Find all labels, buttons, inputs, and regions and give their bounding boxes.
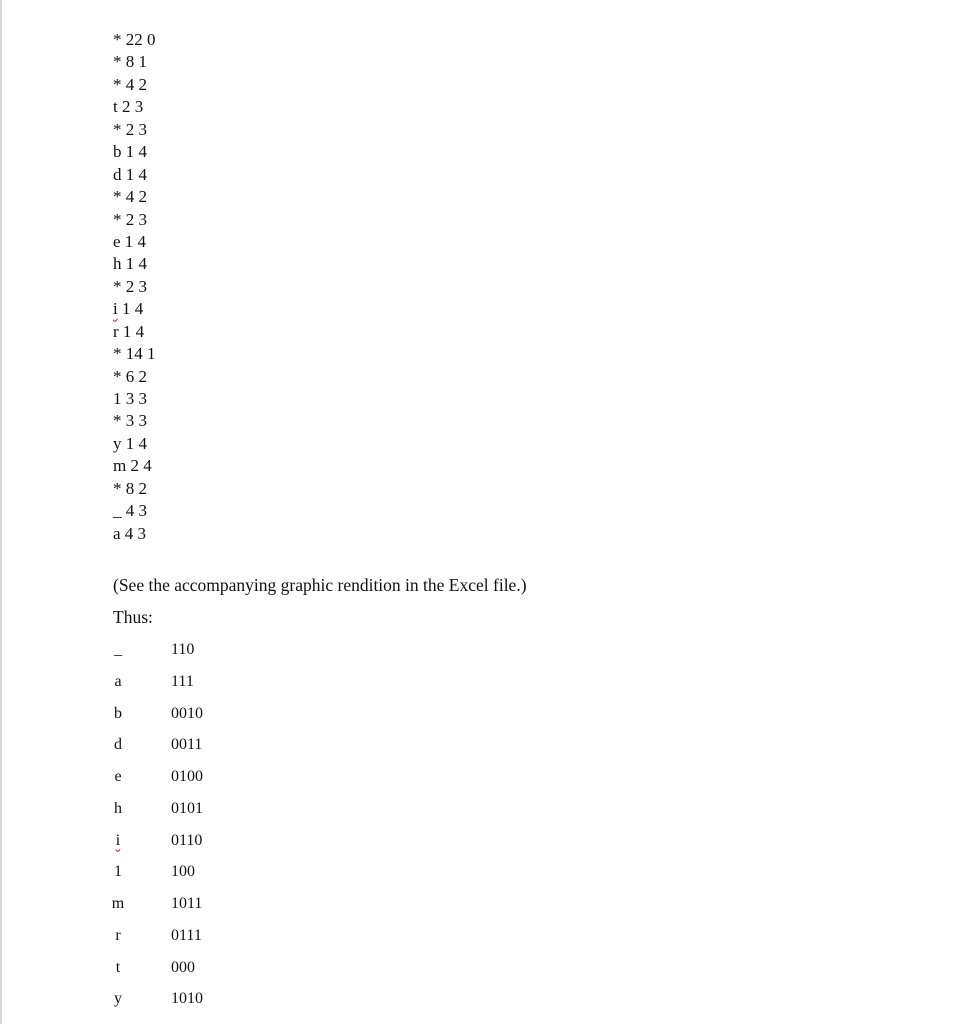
list-item: b 1 4 — [113, 142, 147, 162]
table-row — [0, 829, 960, 861]
list-item: * 6 2 — [113, 366, 147, 386]
list-item: e 1 4 — [113, 231, 147, 251]
list-item: _ 4 3 — [113, 501, 147, 521]
list-item: * 2 3 — [113, 276, 147, 296]
list-item: * 14 1 — [113, 344, 156, 364]
code-cell: 1010 — [171, 990, 203, 1008]
list-item: * 2 3 — [113, 119, 147, 139]
symbol-cell: i — [115, 831, 121, 849]
symbol-cell: h — [114, 799, 122, 817]
code-cell: 0011 — [171, 736, 203, 754]
table-row — [0, 638, 960, 670]
table-row — [0, 702, 960, 734]
code-cell: 1011 — [171, 895, 203, 912]
list-item: 1 3 3 — [113, 389, 147, 408]
list-item: * 8 2 — [113, 478, 147, 498]
table-row — [0, 892, 960, 924]
symbol-cell: d — [114, 736, 122, 754]
code-cell: 000 — [171, 958, 195, 976]
list-item: * 22 0 — [113, 30, 156, 49]
table-row — [0, 797, 960, 829]
code-cell: 0100 — [171, 768, 203, 785]
code-cell: 0111 — [171, 926, 202, 944]
huffman-code-table — [0, 638, 960, 1019]
code-cell: 0010 — [171, 704, 203, 722]
list-item: m 2 4 — [113, 456, 152, 476]
symbol-cell: b — [114, 704, 122, 722]
symbol-cell: _ — [114, 641, 122, 658]
list-item: r 1 4 — [113, 321, 145, 341]
list-item: * 4 2 — [113, 187, 147, 207]
table-row — [0, 670, 960, 702]
excel-reference-caption: (See the accompanying graphic rendition in the Excel file.) — [113, 575, 527, 595]
frequency-list — [113, 29, 156, 545]
list-item: * 3 3 — [113, 411, 147, 431]
code-cell: 100 — [171, 863, 195, 881]
table-row — [0, 956, 960, 988]
list-item: * 8 1 — [113, 52, 147, 72]
symbol-cell: a — [114, 672, 122, 690]
symbol-cell: y — [114, 990, 122, 1008]
symbol-cell: r — [115, 926, 121, 944]
code-cell: 111 — [171, 672, 194, 690]
list-item: d 1 4 — [113, 164, 147, 184]
list-item: h 1 4 — [113, 254, 147, 274]
table-row — [0, 733, 960, 765]
table-row — [0, 860, 960, 892]
list-item: t 2 3 — [113, 97, 144, 117]
list-item: y 1 4 — [113, 433, 147, 453]
symbol-cell: 1 — [114, 863, 122, 881]
symbol-cell: t — [115, 958, 121, 976]
code-cell: 0110 — [171, 831, 203, 849]
list-item: * 4 2 — [113, 74, 147, 94]
spellcheck-word: i — [113, 299, 118, 319]
table-row — [0, 765, 960, 797]
code-cell: 110 — [171, 641, 195, 658]
thus-label: Thus: — [113, 607, 153, 627]
code-cell: 0101 — [171, 799, 203, 817]
list-item: i 1 4 — [113, 299, 144, 319]
symbol-cell: m — [111, 895, 125, 912]
symbol-cell: e — [114, 768, 122, 785]
table-row — [0, 987, 960, 1019]
table-row — [0, 924, 960, 956]
list-item: a 4 3 — [113, 523, 147, 543]
list-item: * 2 3 — [113, 209, 147, 229]
